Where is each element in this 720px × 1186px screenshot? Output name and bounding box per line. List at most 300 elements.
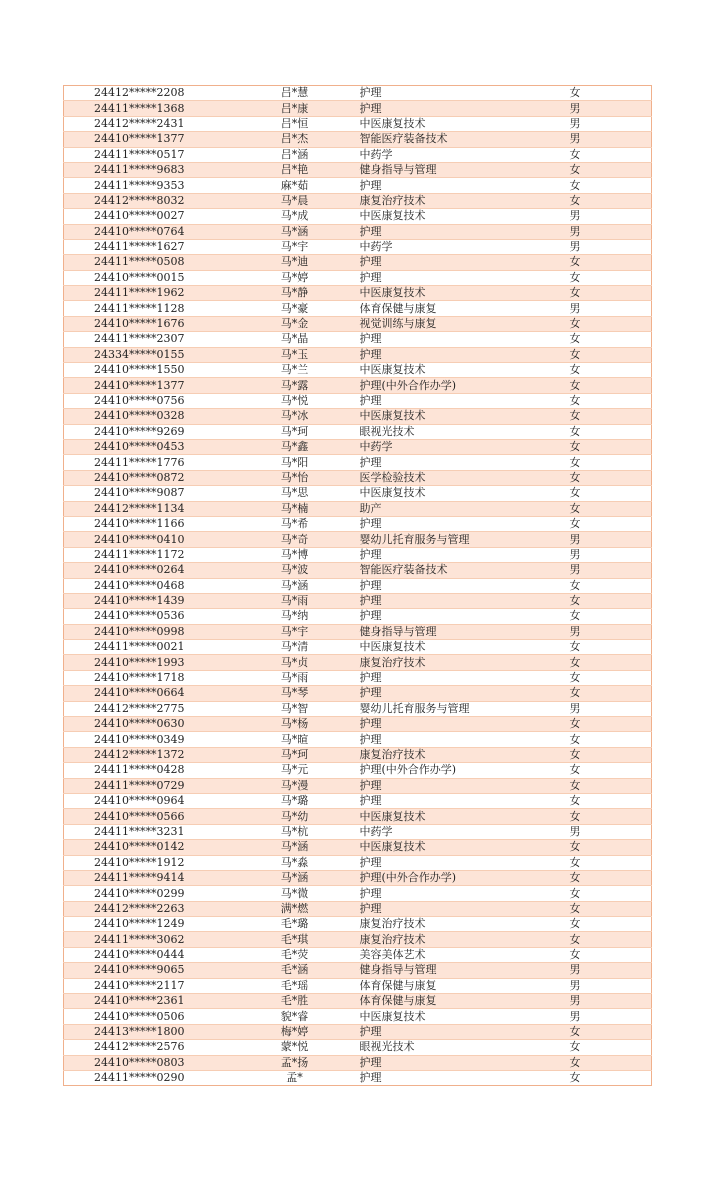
- table-row: [64, 486, 652, 501]
- gender-cell: 男: [562, 1009, 652, 1024]
- student-name-cell: 马*宇: [240, 239, 350, 254]
- student-name-cell: 马*金: [240, 316, 350, 331]
- gender-cell: 女: [562, 778, 652, 793]
- major-cell: 护理: [350, 886, 562, 901]
- major-cell: 健身指导与管理: [350, 162, 562, 177]
- major-cell: 中医康复技术: [350, 363, 562, 378]
- student-id-cell: 24412*****2576: [64, 1040, 240, 1055]
- table-row: [64, 270, 652, 285]
- student-name-cell: 马*鑫: [240, 439, 350, 454]
- major-cell: 体育保健与康复: [350, 301, 562, 316]
- student-id-cell: 24410*****9065: [64, 963, 240, 978]
- student-name-cell: 麻*茹: [240, 178, 350, 193]
- table-row: [64, 778, 652, 793]
- major-cell: 护理: [350, 393, 562, 408]
- student-name-cell: 孟*: [240, 1071, 350, 1086]
- table-row: [64, 424, 652, 439]
- student-name-cell: 马*元: [240, 763, 350, 778]
- table-row: [64, 701, 652, 716]
- student-name-cell: 马*悦: [240, 393, 350, 408]
- student-id-cell: 24411*****1368: [64, 101, 240, 116]
- table-row: [64, 670, 652, 685]
- gender-cell: 女: [562, 147, 652, 162]
- student-id-cell: 24411*****0290: [64, 1071, 240, 1086]
- student-id-cell: 24412*****8032: [64, 193, 240, 208]
- student-name-cell: 马*清: [240, 640, 350, 655]
- student-name-cell: 马*迪: [240, 255, 350, 270]
- student-name-cell: 吕*涵: [240, 147, 350, 162]
- student-name-cell: 马*纳: [240, 609, 350, 624]
- gender-cell: 女: [562, 409, 652, 424]
- student-name-cell: 马*幼: [240, 809, 350, 824]
- student-name-cell: 马*智: [240, 701, 350, 716]
- student-table: [63, 85, 652, 1086]
- student-name-cell: 马*雨: [240, 670, 350, 685]
- student-name-cell: 马*希: [240, 516, 350, 531]
- gender-cell: 女: [562, 609, 652, 624]
- gender-cell: 男: [562, 224, 652, 239]
- student-name-cell: 马*漫: [240, 778, 350, 793]
- student-name-cell: 马*阳: [240, 455, 350, 470]
- major-cell: 护理: [350, 855, 562, 870]
- table-row: [64, 162, 652, 177]
- student-name-cell: 马*静: [240, 286, 350, 301]
- gender-cell: 女: [562, 947, 652, 962]
- table-row: [64, 178, 652, 193]
- student-name-cell: 马*博: [240, 547, 350, 562]
- major-cell: 康复治疗技术: [350, 917, 562, 932]
- major-cell: 护理(中外合作办学): [350, 763, 562, 778]
- table-row: [64, 824, 652, 839]
- major-cell: 中医康复技术: [350, 1009, 562, 1024]
- student-id-cell: 24410*****0536: [64, 609, 240, 624]
- gender-cell: 女: [562, 1055, 652, 1070]
- student-id-cell: 24412*****2775: [64, 701, 240, 716]
- student-id-cell: 24411*****3231: [64, 824, 240, 839]
- gender-cell: 女: [562, 809, 652, 824]
- student-name-cell: 吕*慧: [280, 86, 309, 100]
- student-id-cell: 24412*****1372: [64, 747, 240, 762]
- student-name-cell: 马*玉: [240, 347, 350, 362]
- student-name-cell: 毛*涵: [240, 963, 350, 978]
- gender-cell: 女: [562, 917, 652, 932]
- student-name-cell: 马*思: [240, 486, 350, 501]
- student-name-cell: 马*宇: [240, 624, 350, 639]
- major-cell: 体育保健与康复: [350, 978, 562, 993]
- table-row: [64, 947, 652, 962]
- major-cell: 护理: [350, 593, 562, 608]
- table-row: [64, 563, 652, 578]
- student-id-cell: 24410*****0803: [64, 1055, 240, 1070]
- student-name-cell: 孟*扬: [240, 1055, 350, 1070]
- table-row: [64, 809, 652, 824]
- student-name-cell: 马*涵: [240, 870, 350, 885]
- major-cell: 护理: [350, 793, 562, 808]
- table-row: [64, 470, 652, 485]
- major-cell: 护理: [350, 455, 562, 470]
- student-id-cell: 24411*****0428: [64, 763, 240, 778]
- student-id-cell: 24410*****0630: [64, 717, 240, 732]
- student-id-cell: 24411*****1172: [64, 547, 240, 562]
- student-id-cell: 24410*****0410: [64, 532, 240, 547]
- student-id-cell: 24410*****9087: [64, 486, 240, 501]
- student-name-cell: 马*成: [240, 209, 350, 224]
- table-row: [64, 301, 652, 316]
- table-row: [64, 578, 652, 593]
- major-cell: 眼视光技术: [350, 424, 562, 439]
- major-cell: 护理: [350, 609, 562, 624]
- major-cell: 护理: [350, 578, 562, 593]
- gender-cell: 女: [562, 470, 652, 485]
- table-row: [64, 855, 652, 870]
- student-name-cell: 马*暄: [240, 732, 350, 747]
- student-name-cell: 马*璐: [240, 793, 350, 808]
- gender-cell: 女: [562, 747, 652, 762]
- student-id-cell: 24412*****2431: [64, 116, 240, 131]
- major-cell: 康复治疗技术: [350, 655, 562, 670]
- major-cell: 护理: [350, 1071, 562, 1086]
- major-cell: 中医康复技术: [350, 840, 562, 855]
- student-list-sheet: [63, 85, 651, 1086]
- student-name-cell: 吕*艳: [240, 162, 350, 177]
- major-cell: 中医康复技术: [350, 640, 562, 655]
- table-row: [64, 840, 652, 855]
- student-id-cell: 24410*****2117: [64, 978, 240, 993]
- student-id-cell: 24412*****2263: [64, 901, 240, 916]
- major-cell: 护理: [350, 270, 562, 285]
- gender-cell: 女: [562, 455, 652, 470]
- student-id-cell: 24413*****1800: [64, 1024, 240, 1039]
- gender-cell: 女: [562, 255, 652, 270]
- student-name-cell: 马*兰: [240, 363, 350, 378]
- student-id-cell: 24410*****0015: [64, 270, 240, 285]
- student-id-cell: 24410*****0764: [64, 224, 240, 239]
- gender-cell: 女: [562, 1071, 652, 1086]
- major-cell: 护理: [350, 332, 562, 347]
- major-cell: 中药学: [350, 439, 562, 454]
- student-name-cell: 马*微: [240, 886, 350, 901]
- student-id-cell: 24410*****0444: [64, 947, 240, 962]
- student-id-cell: 24410*****1249: [64, 917, 240, 932]
- student-name-cell: 马*杭: [240, 824, 350, 839]
- major-cell: 中药学: [350, 147, 562, 162]
- gender-cell: 女: [562, 593, 652, 608]
- table-row: [64, 1055, 652, 1070]
- major-cell: 中医康复技术: [350, 209, 562, 224]
- major-cell: 视觉训练与康复: [350, 316, 562, 331]
- major-cell: 智能医疗装备技术: [350, 132, 562, 147]
- student-name-cell: 满*燃: [240, 901, 350, 916]
- student-id-cell: 24412*****1134: [64, 501, 240, 516]
- student-id-cell: 24411*****1962: [64, 286, 240, 301]
- gender-cell: 男: [562, 116, 652, 131]
- gender-cell: 男: [562, 301, 652, 316]
- student-id-cell: 24410*****0964: [64, 793, 240, 808]
- major-cell: 医学检验技术: [350, 470, 562, 485]
- student-id-cell: 24410*****0506: [64, 1009, 240, 1024]
- student-name-cell: 马*晨: [240, 193, 350, 208]
- student-name-cell: 马*冰: [240, 409, 350, 424]
- gender-cell: 女: [562, 840, 652, 855]
- gender-cell: 女: [562, 286, 652, 301]
- student-name-cell: 马*奇: [240, 532, 350, 547]
- major-cell: 护理: [350, 901, 562, 916]
- major-cell: 护理: [359, 86, 382, 100]
- major-cell: 康复治疗技术: [350, 747, 562, 762]
- student-id-cell: 24412*****2208: [94, 86, 185, 100]
- table-row: [64, 917, 652, 932]
- table-row: [64, 409, 652, 424]
- student-name-cell: 马*怡: [240, 470, 350, 485]
- table-row: [64, 116, 652, 131]
- table-row: [64, 901, 652, 916]
- major-cell: 健身指导与管理: [350, 963, 562, 978]
- student-name-cell: 毛*瑶: [240, 978, 350, 993]
- table-row: [64, 332, 652, 347]
- gender-cell: 女: [562, 855, 652, 870]
- gender-cell: 女: [562, 393, 652, 408]
- major-cell: 护理: [350, 255, 562, 270]
- gender-cell: 女: [562, 763, 652, 778]
- student-name-cell: 马*涵: [240, 578, 350, 593]
- gender-cell: 女: [562, 717, 652, 732]
- table-row: [64, 686, 652, 701]
- table-row: [64, 1009, 652, 1024]
- student-name-cell: 马*琴: [240, 686, 350, 701]
- student-name-cell: 马*露: [240, 378, 350, 393]
- student-id-cell: 24410*****0872: [64, 470, 240, 485]
- gender-cell: 女: [562, 578, 652, 593]
- gender-cell: 女: [562, 686, 652, 701]
- student-id-cell: 24410*****1993: [64, 655, 240, 670]
- student-id-cell: 24411*****0021: [64, 640, 240, 655]
- gender-cell: 女: [562, 270, 652, 285]
- major-cell: 康复治疗技术: [350, 932, 562, 947]
- student-name-cell: 马*波: [240, 563, 350, 578]
- student-id-cell: 24410*****1439: [64, 593, 240, 608]
- major-cell: 护理: [350, 717, 562, 732]
- student-name-cell: 马*涵: [240, 840, 350, 855]
- table-row: [64, 378, 652, 393]
- student-name-cell: 马*楠: [240, 501, 350, 516]
- student-table-body: [64, 86, 652, 1086]
- student-name-cell: 吕*杰: [240, 132, 350, 147]
- table-row: [64, 209, 652, 224]
- gender-cell: 女: [562, 670, 652, 685]
- table-row: [64, 870, 652, 885]
- student-name-cell: 毛*胜: [240, 994, 350, 1009]
- major-cell: 护理: [350, 547, 562, 562]
- student-id-cell: 24410*****0299: [64, 886, 240, 901]
- table-row: [64, 224, 652, 239]
- table-row: [64, 732, 652, 747]
- student-name-cell: 吕*康: [240, 101, 350, 116]
- student-name-cell: 马*涵: [240, 224, 350, 239]
- gender-cell: 男: [562, 963, 652, 978]
- major-cell: 中医康复技术: [350, 116, 562, 131]
- table-row: [64, 747, 652, 762]
- gender-cell: 男: [562, 132, 652, 147]
- table-row: [64, 978, 652, 993]
- student-id-cell: 24334*****0155: [64, 347, 240, 362]
- student-name-cell: 马*珂: [240, 747, 350, 762]
- gender-cell: 女: [562, 178, 652, 193]
- gender-cell: 男: [562, 532, 652, 547]
- table-row: [64, 501, 652, 516]
- student-id-cell: 24410*****1377: [64, 378, 240, 393]
- major-cell: 护理: [350, 347, 562, 362]
- student-id-cell: 24410*****0664: [64, 686, 240, 701]
- table-row: [64, 932, 652, 947]
- gender-cell: 女: [562, 1040, 652, 1055]
- gender-cell: 女: [562, 870, 652, 885]
- gender-cell: 男: [562, 547, 652, 562]
- gender-cell: 女: [569, 86, 581, 100]
- table-row: [64, 655, 652, 670]
- student-id-cell: 24410*****0756: [64, 393, 240, 408]
- student-id-cell: 24410*****0998: [64, 624, 240, 639]
- student-id-cell: 24411*****9353: [64, 178, 240, 193]
- gender-cell: 女: [562, 886, 652, 901]
- gender-cell: 女: [562, 1024, 652, 1039]
- gender-cell: 男: [562, 994, 652, 1009]
- table-row: [64, 86, 652, 101]
- student-name-cell: 梅*婷: [240, 1024, 350, 1039]
- gender-cell: 女: [562, 932, 652, 947]
- student-name-cell: 马*豪: [240, 301, 350, 316]
- gender-cell: 女: [562, 332, 652, 347]
- gender-cell: 男: [562, 239, 652, 254]
- major-cell: 护理: [350, 1024, 562, 1039]
- table-row: [64, 1071, 652, 1086]
- table-row: [64, 963, 652, 978]
- student-name-cell: 马*雨: [240, 593, 350, 608]
- student-id-cell: 24410*****0349: [64, 732, 240, 747]
- student-id-cell: 24411*****2307: [64, 332, 240, 347]
- student-id-cell: 24410*****0453: [64, 439, 240, 454]
- student-name-cell: 马*杨: [240, 717, 350, 732]
- gender-cell: 男: [562, 978, 652, 993]
- gender-cell: 女: [562, 363, 652, 378]
- table-row: [64, 455, 652, 470]
- student-name-cell: 貌*睿: [240, 1009, 350, 1024]
- student-name-cell: 马*珂: [240, 424, 350, 439]
- table-row: [64, 640, 652, 655]
- gender-cell: 女: [562, 516, 652, 531]
- student-id-cell: 24411*****3062: [64, 932, 240, 947]
- major-cell: 护理(中外合作办学): [350, 378, 562, 393]
- table-row: [64, 717, 652, 732]
- gender-cell: 女: [562, 640, 652, 655]
- gender-cell: 女: [562, 162, 652, 177]
- student-name-cell: 毛*琪: [240, 932, 350, 947]
- table-row: [64, 532, 652, 547]
- major-cell: 康复治疗技术: [350, 193, 562, 208]
- major-cell: 助产: [350, 501, 562, 516]
- table-row: [64, 547, 652, 562]
- gender-cell: 女: [562, 793, 652, 808]
- student-name-cell: 毛*璐: [240, 917, 350, 932]
- table-row: [64, 101, 652, 116]
- major-cell: 护理: [350, 732, 562, 747]
- table-row: [64, 393, 652, 408]
- table-row: [64, 347, 652, 362]
- major-cell: 中医康复技术: [350, 286, 562, 301]
- gender-cell: 女: [562, 193, 652, 208]
- gender-cell: 男: [562, 624, 652, 639]
- major-cell: 体育保健与康复: [350, 994, 562, 1009]
- table-row: [64, 132, 652, 147]
- table-row: [64, 363, 652, 378]
- student-id-cell: 24410*****1912: [64, 855, 240, 870]
- table-row: [64, 763, 652, 778]
- major-cell: 中医康复技术: [350, 409, 562, 424]
- major-cell: 护理: [350, 686, 562, 701]
- student-id-cell: 24410*****0468: [64, 578, 240, 593]
- major-cell: 健身指导与管理: [350, 624, 562, 639]
- table-row: [64, 994, 652, 1009]
- student-id-cell: 24411*****0517: [64, 147, 240, 162]
- student-id-cell: 24411*****0729: [64, 778, 240, 793]
- major-cell: 护理: [350, 101, 562, 116]
- student-id-cell: 24410*****0328: [64, 409, 240, 424]
- student-id-cell: 24410*****1718: [64, 670, 240, 685]
- student-name-cell: 马*婷: [240, 270, 350, 285]
- table-row: [64, 286, 652, 301]
- gender-cell: 男: [562, 824, 652, 839]
- gender-cell: 女: [562, 901, 652, 916]
- gender-cell: 女: [562, 378, 652, 393]
- gender-cell: 女: [562, 732, 652, 747]
- student-id-cell: 24410*****2361: [64, 994, 240, 1009]
- student-id-cell: 24410*****0142: [64, 840, 240, 855]
- student-name-cell: 马*淼: [240, 855, 350, 870]
- student-name-cell: 马*贞: [240, 655, 350, 670]
- major-cell: 中药学: [350, 824, 562, 839]
- student-id-cell: 24411*****9683: [64, 162, 240, 177]
- major-cell: 护理: [350, 1055, 562, 1070]
- major-cell: 护理: [350, 670, 562, 685]
- student-name-cell: 蒙*悦: [240, 1040, 350, 1055]
- gender-cell: 女: [562, 316, 652, 331]
- table-row: [64, 593, 652, 608]
- table-row: [64, 239, 652, 254]
- student-name-cell: 马*晶: [240, 332, 350, 347]
- gender-cell: 女: [562, 486, 652, 501]
- table-row: [64, 624, 652, 639]
- student-id-cell: 24410*****0566: [64, 809, 240, 824]
- major-cell: 智能医疗装备技术: [350, 563, 562, 578]
- table-row: [64, 439, 652, 454]
- gender-cell: 女: [562, 655, 652, 670]
- major-cell: 眼视光技术: [350, 1040, 562, 1055]
- table-row: [64, 1040, 652, 1055]
- table-row: [64, 255, 652, 270]
- table-row: [64, 316, 652, 331]
- student-id-cell: 24410*****0027: [64, 209, 240, 224]
- student-name-cell: 吕*恒: [240, 116, 350, 131]
- student-id-cell: 24411*****1776: [64, 455, 240, 470]
- table-row: [64, 793, 652, 808]
- table-row: [64, 147, 652, 162]
- gender-cell: 女: [562, 501, 652, 516]
- gender-cell: 男: [562, 701, 652, 716]
- major-cell: 中医康复技术: [350, 486, 562, 501]
- gender-cell: 女: [562, 347, 652, 362]
- student-id-cell: 24410*****1377: [64, 132, 240, 147]
- major-cell: 护理: [350, 178, 562, 193]
- student-id-cell: 24410*****1166: [64, 516, 240, 531]
